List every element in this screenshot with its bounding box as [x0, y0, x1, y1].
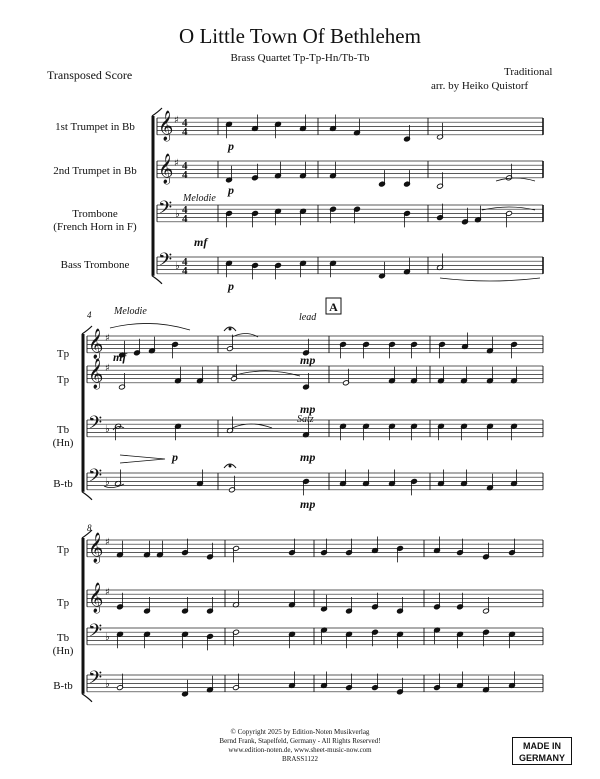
dynamic-mp: mp — [300, 353, 316, 367]
expression-lead: lead — [299, 312, 317, 323]
time-signature: 4 — [182, 117, 188, 129]
staff — [157, 118, 543, 135]
instrument-abbr-tp1: Tp — [56, 544, 70, 556]
instrument-abbr-tp2: Tp — [56, 374, 70, 386]
slur — [496, 178, 535, 181]
staff — [87, 675, 543, 692]
flat-icon: ♭ — [175, 261, 180, 272]
instrument-abbr-hn: (Hn) — [52, 645, 74, 657]
sharp-icon: ♯ — [105, 333, 110, 344]
system-bracket — [82, 492, 92, 500]
instrument-abbr-btb: B-tb — [53, 478, 73, 490]
dynamic-mp: mp — [300, 497, 316, 511]
rehearsal-mark-a — [326, 298, 341, 314]
instrument-name-bass-trombone: Bass Trombone — [60, 259, 130, 271]
slur — [482, 207, 535, 210]
sharp-icon: ♯ — [174, 115, 179, 126]
copyright-line: © Copyright 2025 by Edition-Noten Musikverlag — [230, 728, 370, 736]
expression-melodie: Melodie — [114, 306, 147, 317]
flat-icon: ♭ — [105, 632, 110, 643]
staff — [87, 590, 543, 607]
staff — [87, 540, 543, 557]
staff — [157, 205, 543, 222]
treble-clef-icon: 𝄞 — [88, 533, 104, 563]
slur — [232, 334, 258, 338]
measure-number: 8 — [87, 523, 92, 533]
dynamic-p: p — [228, 139, 234, 153]
system-bracket — [152, 276, 162, 284]
staff — [87, 336, 543, 353]
flat-icon: ♭ — [175, 209, 180, 220]
dynamic-mp: mp — [300, 450, 316, 464]
website-line: www.edition-noten.de, www.sheet-music-now.com — [228, 746, 372, 754]
dynamic-p: p — [228, 183, 234, 197]
instrument-abbr-hn: (Hn) — [52, 437, 74, 449]
instrument-abbr-tb: Tb — [56, 632, 70, 644]
bass-clef-icon: 𝄢 — [88, 413, 103, 438]
score-title: O Little Town Of Bethlehem — [179, 24, 421, 48]
treble-clef-icon: 𝄞 — [158, 154, 174, 184]
instrument-name-trombone: Trombone — [72, 208, 118, 220]
badge-text: GERMANY — [518, 753, 565, 763]
expression-satz: Satz — [297, 414, 314, 425]
expression-melodie: Melodie — [183, 193, 216, 204]
sharp-icon: ♯ — [174, 158, 179, 169]
dynamic-mf: mf — [194, 235, 208, 249]
bass-clef-icon: 𝄢 — [158, 250, 173, 275]
score-type-label: Transposed Score — [47, 68, 133, 82]
staff — [157, 161, 543, 178]
svg-text:A: A — [329, 300, 338, 314]
sharp-icon: ♯ — [105, 363, 110, 374]
bass-clef-icon: 𝄢 — [88, 668, 103, 693]
staff — [157, 257, 543, 274]
sharp-icon: ♯ — [105, 537, 110, 548]
treble-clef-icon: 𝄞 — [158, 111, 174, 141]
bass-clef-icon: 𝄢 — [158, 198, 173, 223]
made-in-germany-badge — [512, 737, 572, 765]
system-bracket — [82, 694, 92, 702]
time-signature: 4 — [182, 256, 188, 268]
time-signature: 4 — [182, 213, 188, 225]
dynamic-p: p — [172, 450, 178, 464]
slur — [110, 323, 190, 330]
treble-clef-icon: 𝄞 — [88, 583, 104, 613]
dynamic-p: p — [228, 279, 234, 293]
slur — [232, 424, 272, 428]
flat-icon: ♭ — [105, 424, 110, 435]
instrument-abbr-tp2: Tp — [56, 597, 70, 609]
time-signature: 4 — [182, 126, 188, 138]
score-subtitle: Brass Quartet Tp-Tp-Hn/Tb-Tb — [230, 52, 370, 64]
arranger-label: arr. by Heiko Quistorf — [431, 80, 529, 92]
time-signature: 4 — [182, 265, 188, 277]
dynamic-mf: mf — [113, 350, 127, 364]
hairpin — [120, 455, 165, 463]
catalog-number: BRASS1122 — [282, 755, 318, 763]
treble-clef-icon: 𝄞 — [88, 359, 104, 389]
staff — [87, 366, 543, 383]
slur — [232, 371, 300, 376]
instrument-name-trumpet-2: 2nd Trumpet in Bb — [53, 165, 137, 177]
staff — [87, 628, 543, 645]
instrument-name-horn-alt: (French Horn in F) — [53, 221, 137, 233]
time-signature: 4 — [182, 204, 188, 216]
instrument-name-trumpet-1: 1st Trumpet in Bb — [55, 121, 135, 133]
bass-clef-icon: 𝄢 — [88, 621, 103, 646]
instrument-abbr-tb: Tb — [56, 424, 70, 436]
time-signature: 4 — [182, 160, 188, 172]
sharp-icon: ♯ — [105, 587, 110, 598]
fermata-icon — [229, 465, 231, 467]
flat-icon: ♭ — [105, 679, 110, 690]
measure-number: 4 — [87, 310, 92, 320]
staff — [87, 473, 543, 490]
time-signature: 4 — [182, 169, 188, 181]
instrument-abbr-btb: B-tb — [53, 680, 73, 692]
copyright-footer — [140, 728, 460, 764]
publisher-line: Bernd Frank, Stapelfeld, Germany - All Rights Reserved! — [219, 737, 381, 745]
badge-text: MADE IN — [523, 741, 561, 751]
bass-clef-icon: 𝄢 — [88, 466, 103, 491]
slur — [440, 278, 540, 281]
flat-icon: ♭ — [105, 477, 110, 488]
composer-label: Traditional — [504, 66, 553, 78]
staff — [87, 420, 543, 437]
treble-clef-icon: 𝄞 — [88, 329, 104, 359]
instrument-abbr-tp1: Tp — [56, 348, 70, 360]
fermata-icon — [229, 328, 231, 330]
dynamic-mp: mp — [300, 402, 316, 416]
